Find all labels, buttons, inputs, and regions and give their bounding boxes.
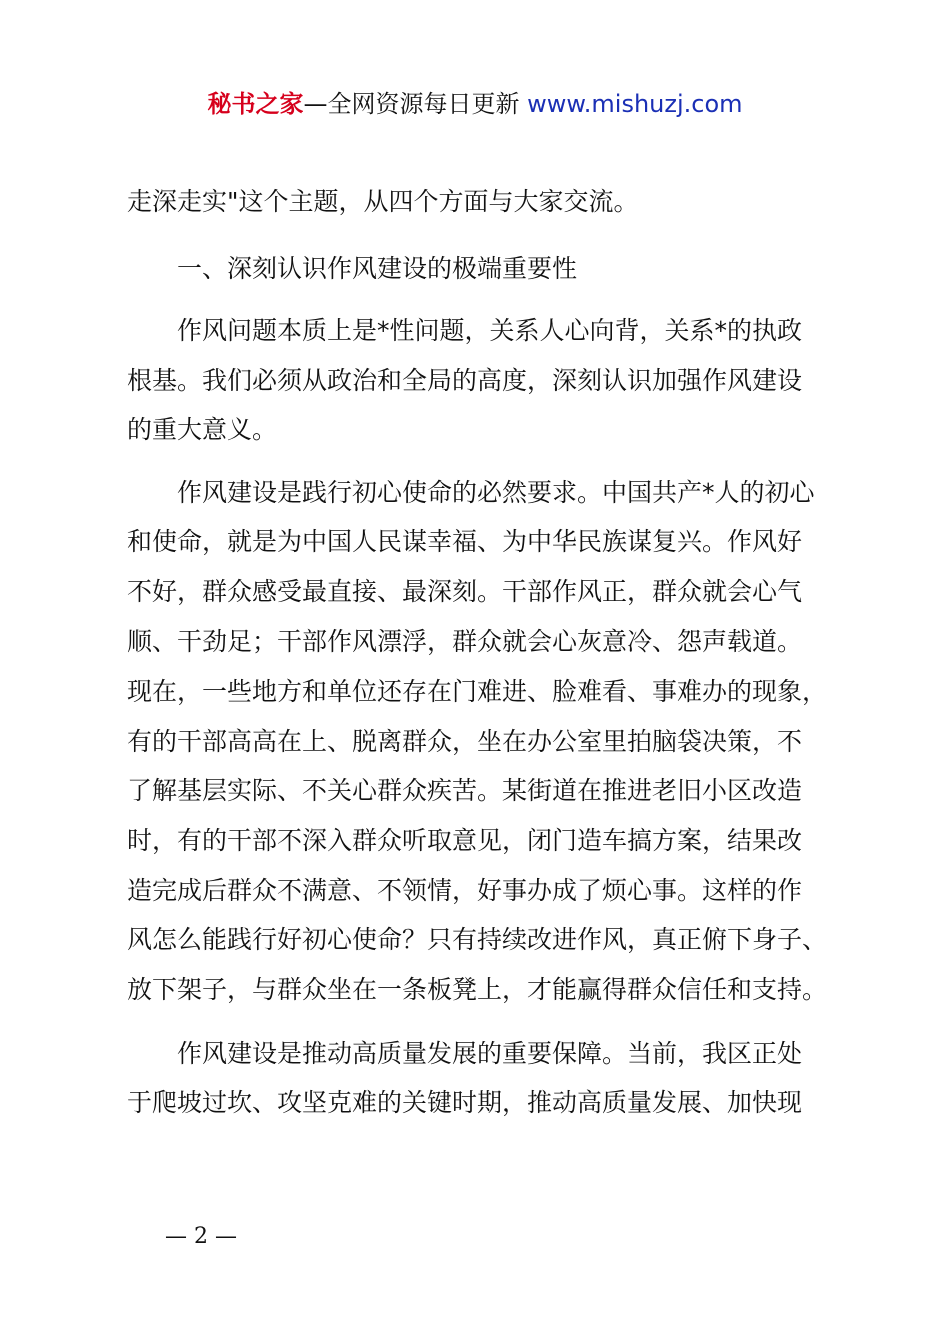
text-line: 了解基层实际、不关心群众疾苦。某街道在推进老旧小区改造: [127, 776, 803, 805]
text-line: 根基。我们必须从政治和全局的高度，深刻认识加强作风建设: [127, 366, 803, 395]
site-header: [0, 86, 950, 122]
text-line: 作风建设是践行初心使命的必然要求。中国共产*人的初心: [177, 478, 815, 507]
text-line: 造完成后群众不满意、不领情，好事办成了烦心事。这样的作: [127, 876, 803, 905]
text-line: 风怎么能践行好初心使命？只有持续改进作风，真正俯下身子、: [127, 925, 828, 954]
text-line: 不好，群众感受最直接、最深刻。干部作风正，群众就会心气: [127, 577, 803, 606]
section-heading: 一、深刻认识作风建设的极端重要性: [177, 254, 578, 283]
text-line: 放下架子，与群众坐在一条板凳上，才能赢得群众信任和支持。: [127, 975, 828, 1004]
text-line: 现在，一些地方和单位还存在门难进、脸难看、事难办的现象，: [127, 677, 828, 706]
text-line: 时，有的干部不深入群众听取意见，闭门造车搞方案，结果改: [127, 826, 803, 855]
page-number: — 2 —: [165, 1224, 237, 1249]
brand-name: 秘书之家: [207, 90, 304, 118]
text-line: 和使命，就是为中国人民谋幸福、为中华民族谋复兴。作风好: [127, 527, 803, 556]
header-dash: —: [303, 90, 328, 118]
text-line: 顺、干劲足；干部作风漂浮，群众就会心灰意冷、怨声载道。: [127, 627, 803, 656]
header-slogan: 全网资源每日更新: [327, 90, 520, 118]
text-line: 走深走实"这个主题，从四个方面与大家交流。: [127, 187, 639, 216]
text-line: 有的干部高高在上、脱离群众，坐在办公室里拍脑袋决策，不: [127, 727, 803, 756]
text-line: 作风建设是推动高质量发展的重要保障。当前，我区正处: [177, 1039, 803, 1068]
text-line: 作风问题本质上是*性问题，关系人心向背，关系*的执政: [177, 316, 803, 345]
text-line: 的重大意义。: [127, 415, 278, 444]
text-line: 于爬坡过坎、攻坚克难的关键时期，推动高质量发展、加快现: [127, 1088, 803, 1117]
site-url-link[interactable]: www.mishuzj.com: [527, 90, 743, 118]
